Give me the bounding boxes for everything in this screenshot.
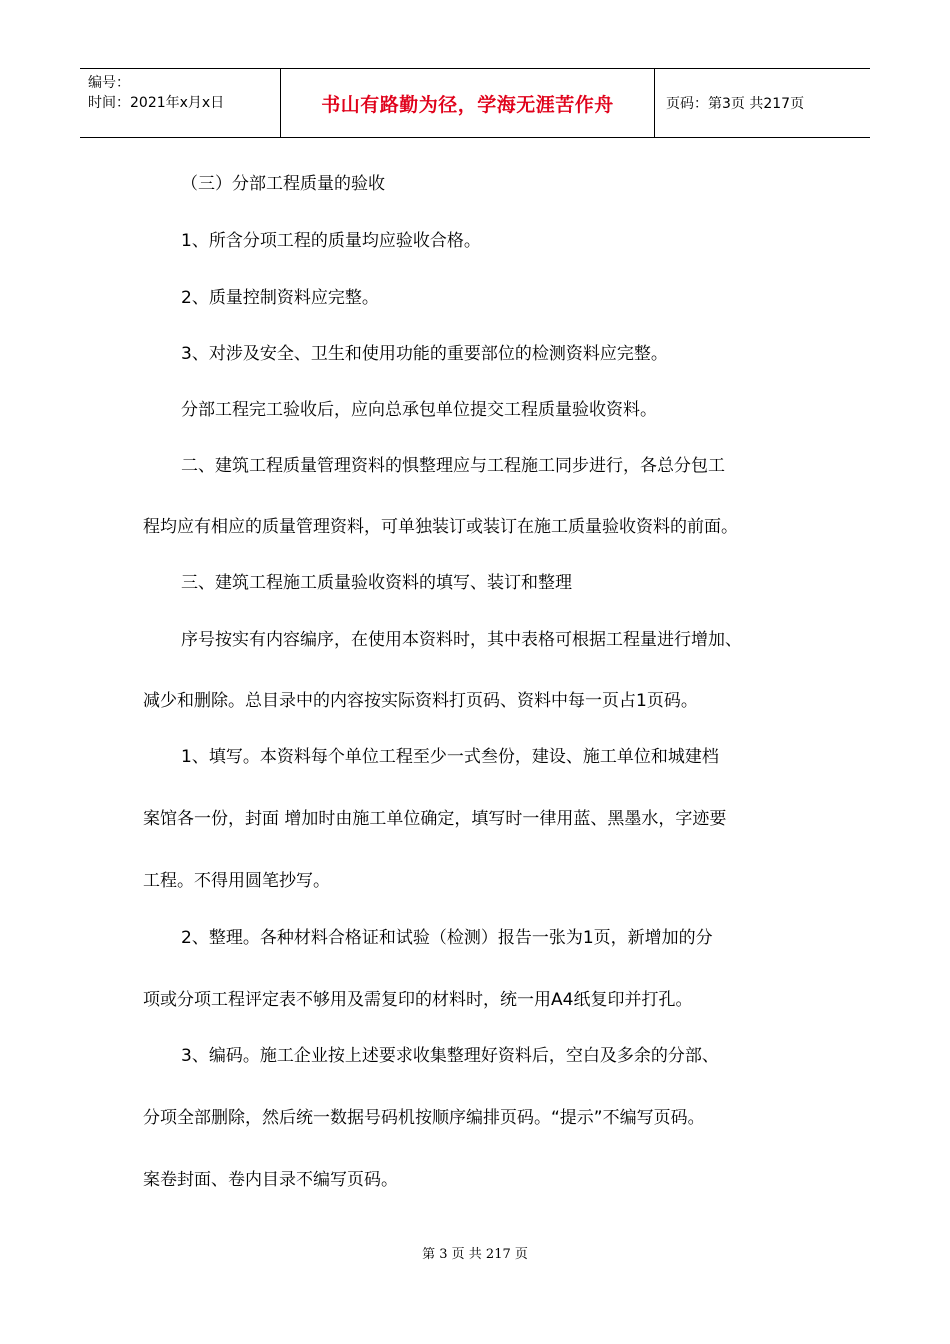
header-divider [654, 69, 655, 137]
paragraph-continuation: 案卷封面、卷内目录不编写页码。 [143, 1170, 398, 1190]
document-header [80, 68, 870, 138]
section-heading: （三）分部工程质量的验收 [181, 174, 385, 194]
paragraph: 分部工程完工验收后，应向总承包单位提交工程质量验收资料。 [181, 400, 657, 420]
paragraph-continuation: 项或分项工程评定表不够用及需复印的材料时，统一用A4纸复印并打孔。 [143, 990, 693, 1010]
header-meta [88, 73, 224, 113]
paragraph-continuation: 程均应有相应的质量管理资料，可单独装订或装订在施工质量验收资料的前面。 [143, 517, 738, 537]
paragraph: 3、编码。施工企业按上述要求收集整理好资料后，空白及多余的分部、 [181, 1046, 719, 1066]
paragraph: 2、质量控制资料应完整。 [181, 288, 379, 308]
paragraph-continuation: 分项全部删除，然后统一数据号码机按顺序编排页码。“提示”不编写页码。 [143, 1108, 705, 1128]
header-motto: 书山有路勤为径，学海无涯苦作舟 [321, 93, 614, 116]
header-time-label: 时间：2021年x月x日 [88, 95, 225, 111]
paragraph-continuation: 案馆各一份，封面 增加时由施工单位确定，填写时一律用蓝、黑墨水，字迹要 [143, 809, 727, 829]
paragraph: 二、建筑工程质量管理资料的惧整理应与工程施工同步进行，各总分包工 [181, 456, 725, 476]
paragraph: 3、对涉及安全、卫生和使用功能的重要部位的检测资料应完整。 [181, 344, 668, 364]
paragraph: 1、所含分项工程的质量均应验收合格。 [181, 231, 481, 251]
header-number-label: 编号： [88, 75, 130, 91]
header-page-info: 页码：第3页 共217页 [666, 96, 805, 112]
paragraph-continuation: 减少和删除。总目录中的内容按实际资料打页码、资料中每一页占1页码。 [143, 691, 698, 711]
paragraph: 1、填写。本资料每个单位工程至少一式叁份，建设、施工单位和城建档 [181, 747, 719, 767]
section-heading: 三、建筑工程施工质量验收资料的填写、装订和整理 [181, 573, 572, 593]
paragraph: 序号按实有内容编序，在使用本资料时，其中表格可根据工程量进行增加、 [181, 630, 742, 650]
page-footer: 第 3 页 共 217 页 [422, 1247, 528, 1262]
paragraph: 2、整理。各种材料合格证和试验（检测）报告一张为1页，新增加的分 [181, 928, 713, 948]
paragraph-continuation: 工程。不得用圆笔抄写。 [143, 871, 330, 891]
